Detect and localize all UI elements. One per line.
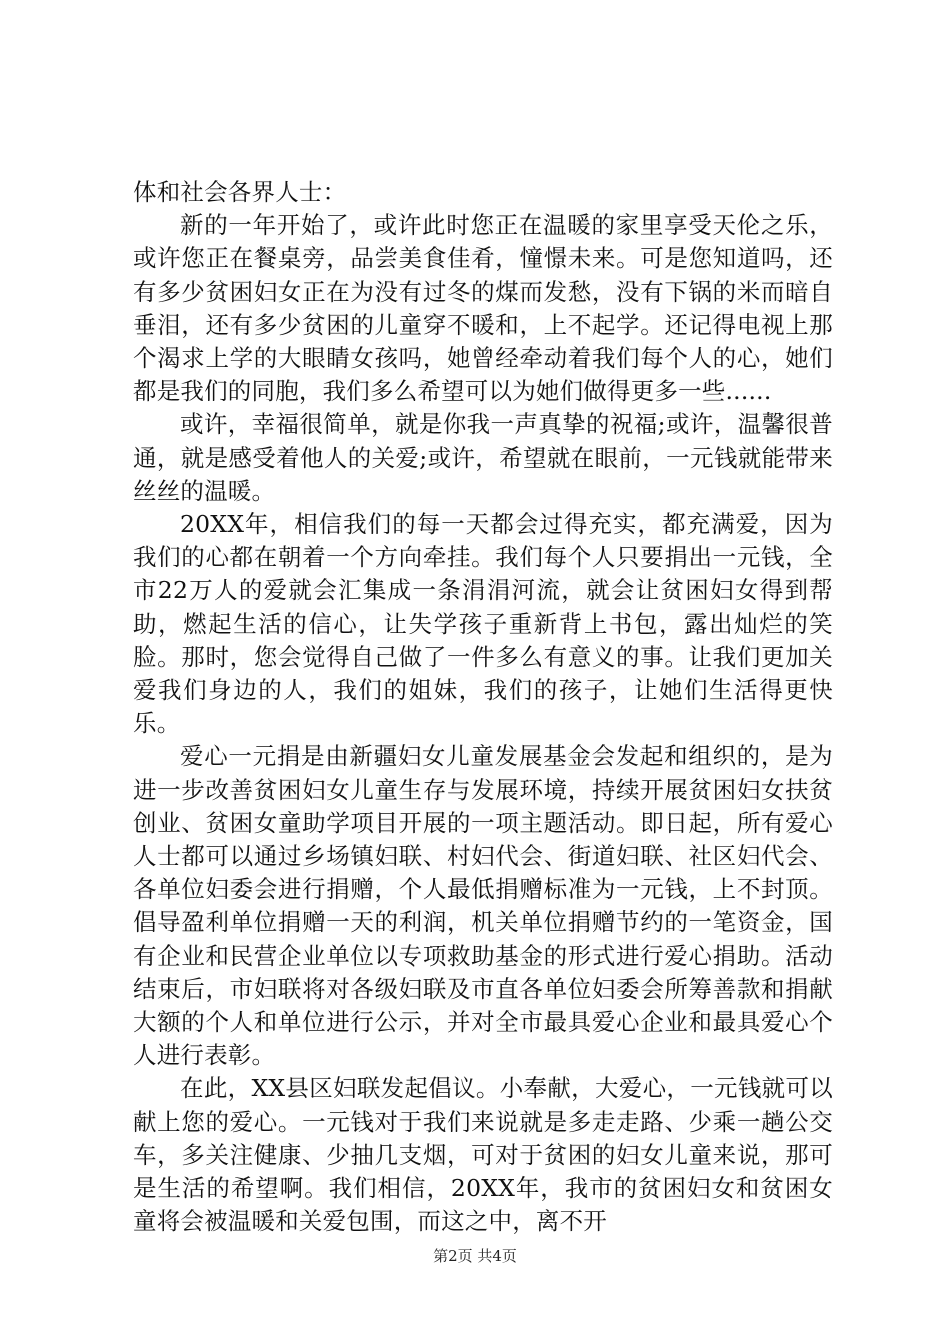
paragraph-proposal: 在此，XX县区妇联发起倡议。小奉献，大爱心，一元钱就可以献上您的爱心。一元钱对于我们来说就是多走走路、少乘一趟公交车，多关注健康、少抽几支烟，可对于贫困的妇女儿童来说，那可是生活的希望啊。我们相信，20XX年，我市的贫困妇女和贫困女童将会被温暖和关爱包围，而这之中，离不开 xyxy=(133,1074,833,1236)
page-number: 第2页 共4页 xyxy=(433,1247,517,1265)
paragraph-new-year: 新的一年开始了，或许此时您正在温暖的家里享受天伦之乐，或许您正在餐桌旁，品尝美食佳肴，憧憬未来。可是您知道吗，还有多少贫困妇女正在为没有过冬的煤而发愁，没有下锅的米而暗自垂泪，还有多少贫困的儿童穿不暖和，上不起学。还记得电视上那个渴求上学的大眼睛女孩吗，她曾经牵动着我们每个人的心，她们都是我们的同胞，我们多么希望可以为她们做得更多一些...... xyxy=(133,211,833,406)
paragraph-donation-activity: 爱心一元捐是由新疆妇女儿童发展基金会发起和组织的，是为进一步改善贫困妇女儿童生存与发展环境，持续开展贫困妇女扶贫创业、贫困女童助学项目开展的一项主题活动。即日起，所有爱心人士都可以通过乡场镇妇联、村妇代会、街道妇联、社区妇代会、各单位妇委会进行捐赠，个人最低捐赠标准为一元钱，上不封顶。倡导盈利单位捐赠一天的利润，机关单位捐赠节约的一笔资金，国有企业和民营企业单位以专项救助基金的形式进行爱心捐助。活动结束后，市妇联将对各级妇联及市直各单位妇委会所筹善款和捐献大额的个人和单位进行公示，并对全市最具爱心企业和最具爱心个人进行表彰。 xyxy=(133,742,833,1070)
paragraph-one-yuan-appeal: 20XX年，相信我们的每一天都会过得充实，都充满爱，因为我们的心都在朝着一个方向牵挂。我们每个人只要捐出一元钱，全市22万人的爱就会汇集成一条涓涓河流，就会让贫困妇女得到帮助，燃起生活的信心，让失学孩子重新背上书包，露出灿烂的笑脸。那时，您会觉得自己做了一件多么有意义的事。让我们更加关爱我们身边的人，我们的姐妹，我们的孩子，让她们生活得更快乐。 xyxy=(133,510,833,738)
page-footer xyxy=(0,1246,950,1266)
paragraph-salutation-continued: 体和社会各界人士： xyxy=(133,178,347,206)
paragraph-happiness: 或许，幸福很简单，就是你我一声真挚的祝福;或许，温馨很普通，就是感受着他人的关爱;或许，希望就在眼前，一元钱就能带来丝丝的温暖。 xyxy=(133,410,833,505)
document-body xyxy=(133,176,833,1239)
